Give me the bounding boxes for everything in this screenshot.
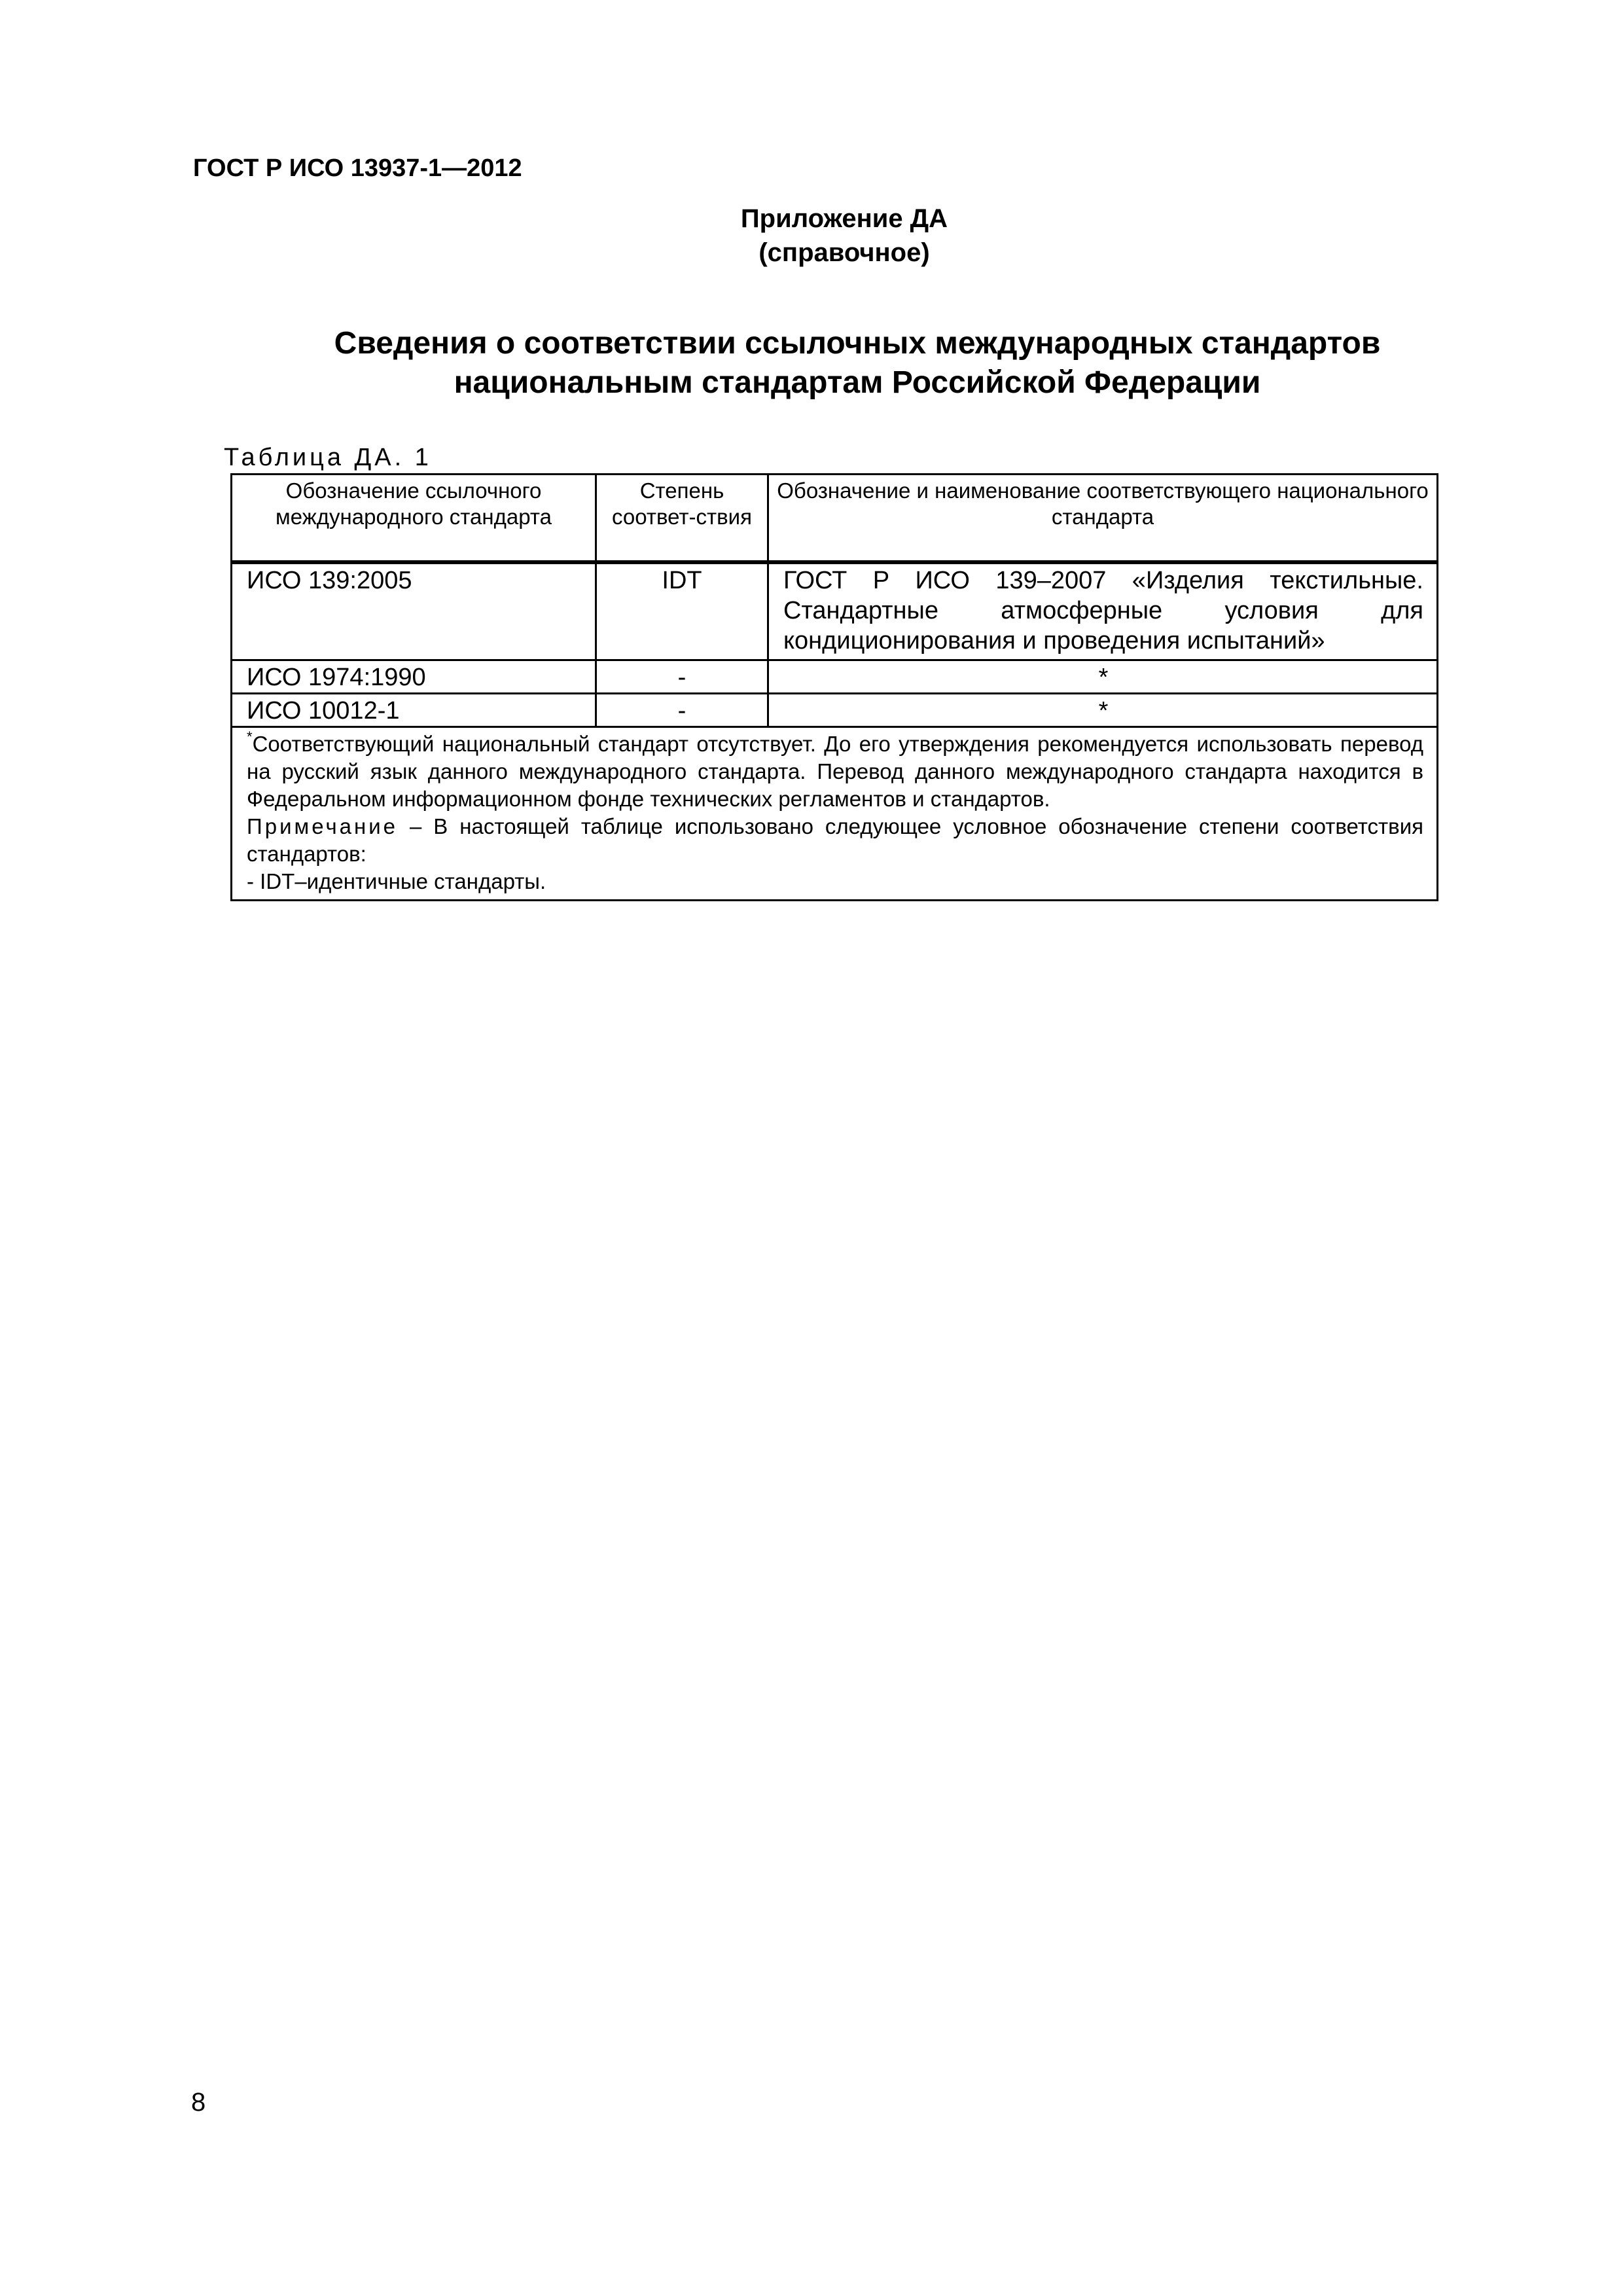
appendix-status: (справочное)	[758, 238, 930, 267]
standards-correspondence-table	[230, 473, 1438, 901]
document-code: ГОСТ Р ИСО 13937-1—2012	[193, 154, 522, 182]
footnote-marker: *	[247, 728, 253, 745]
footnote-text	[247, 730, 1423, 813]
appendix-label: Приложение ДА	[740, 204, 948, 233]
header-degree: Степень соответ-ствия	[596, 475, 768, 562]
table-header-row	[232, 475, 1438, 562]
title-line-1: Сведения о соответствии ссылочных международных стандартов	[334, 326, 1381, 361]
note-text: – В настоящей таблице использовано следующее условное обозначение степени соответствия стандартов:	[247, 814, 1423, 866]
table-footnote-row	[232, 727, 1438, 901]
cell-national-standard: ГОСТ Р ИСО 139–2007 «Изделия текстильные. Стандартные атмосферные условия для кондиционирования и проведения испытаний»	[768, 562, 1438, 660]
degree-legend: - IDT–идентичные стандарты.	[247, 869, 546, 893]
cell-national-standard: *	[768, 660, 1438, 694]
cell-intl-standard: ИСО 139:2005	[232, 562, 596, 660]
table-row	[232, 562, 1438, 660]
header-national-standard: Обозначение и наименование соответствующего национального стандарта	[768, 475, 1438, 562]
table-row	[232, 660, 1438, 694]
note-label: Примечание	[247, 814, 399, 838]
cell-intl-standard: ИСО 1974:1990	[232, 660, 596, 694]
cell-national-standard: *	[768, 694, 1438, 727]
table-footnote	[232, 727, 1438, 901]
footnote-body: Соответствующий национальный стандарт отсутствует. До его утверждения рекомендуется использовать перевод на русский язык данного международного стандарта. Перевод данного международного стандарта находится в Федеральном информационном фонде технических регламентов и стандартов.	[247, 732, 1423, 811]
cell-degree: IDT	[596, 562, 768, 660]
title-line-2: национальным стандартам Российской Федерации	[454, 365, 1261, 400]
appendix-heading	[0, 202, 1623, 270]
cell-degree: -	[596, 660, 768, 694]
cell-degree: -	[596, 694, 768, 727]
header-intl-standard: Обозначение ссылочного международного стандарта	[232, 475, 596, 562]
page-title	[249, 324, 1466, 403]
page-number: 8	[191, 2088, 206, 2117]
cell-intl-standard: ИСО 10012-1	[232, 694, 596, 727]
table-row	[232, 694, 1438, 727]
table-note	[247, 813, 1423, 868]
table-caption: Таблица ДА. 1	[224, 444, 432, 471]
